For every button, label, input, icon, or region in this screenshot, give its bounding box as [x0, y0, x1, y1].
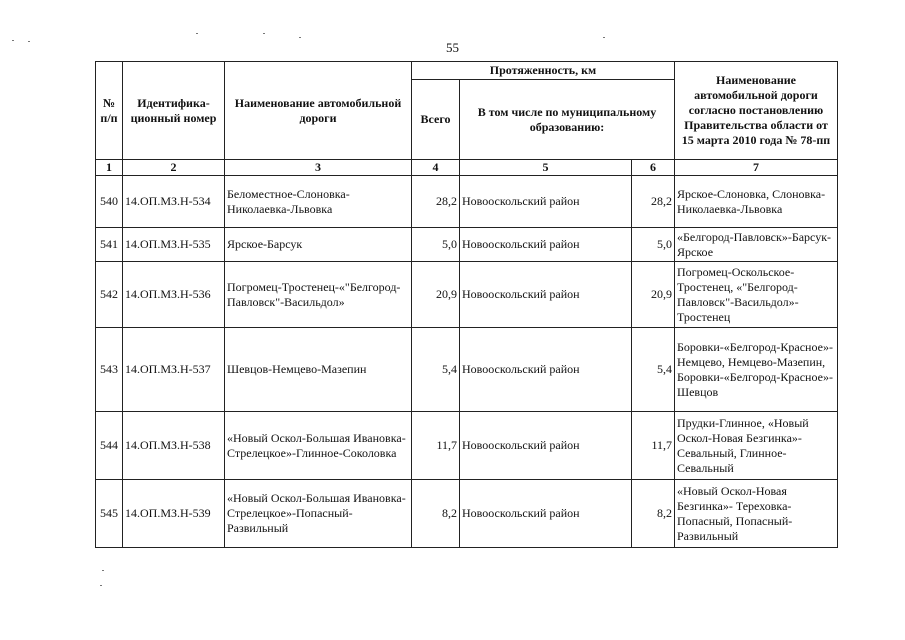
scan-speck [102, 570, 104, 571]
row-number: 543 [96, 328, 123, 412]
roads-table [95, 61, 838, 548]
row-district: Новооскольский район [460, 480, 632, 548]
page-number: 55 [446, 40, 459, 55]
row-district: Новооскольский район [460, 228, 632, 262]
header-number: № п/п [96, 62, 123, 160]
row-id: 14.ОП.МЗ.Н-537 [123, 328, 225, 412]
scan-speck [100, 585, 102, 586]
table-row [96, 262, 838, 328]
row-district-length: 20,9 [632, 262, 675, 328]
row-district-length: 5,0 [632, 228, 675, 262]
scan-speck [263, 33, 265, 34]
row-id: 14.ОП.МЗ.Н-535 [123, 228, 225, 262]
column-number-2: 2 [123, 160, 225, 176]
column-number-6: 6 [632, 160, 675, 176]
row-resolution-name: Боровки-«Белгород-Красное»-Немцево, Немцево-Мазепин, Боровки-«Белгород-Красное»-Шевцов [675, 328, 838, 412]
row-total-length: 20,9 [412, 262, 460, 328]
header-road-name: Наименование автомобильной дороги [225, 62, 412, 160]
scan-speck [28, 41, 30, 42]
row-road-name: Ярское-Барсук [225, 228, 412, 262]
row-number: 544 [96, 412, 123, 480]
row-district: Новооскольский район [460, 328, 632, 412]
scan-speck [12, 40, 14, 41]
row-total-length: 11,7 [412, 412, 460, 480]
header-length-group: Протяженность, км [412, 62, 675, 80]
column-number-1: 1 [96, 160, 123, 176]
scan-speck [603, 37, 605, 38]
row-road-name: Погромец-Тростенец-«"Белгород-Павловск"-Васильдол» [225, 262, 412, 328]
row-resolution-name: Прудки-Глинное, «Новый Оскол-Новая Безгинка»-Севальный, Глинное-Севальный [675, 412, 838, 480]
header-including-municipal: В том числе по муниципальному образованию: [460, 80, 675, 160]
row-resolution-name: «Белгород-Павловск»-Барсук-Ярское [675, 228, 838, 262]
header-total: Всего [412, 80, 460, 160]
row-district-length: 28,2 [632, 176, 675, 228]
row-road-name: Беломестное-Слоновка-Николаевка-Львовка [225, 176, 412, 228]
row-district: Новооскольский район [460, 262, 632, 328]
row-id: 14.ОП.МЗ.Н-538 [123, 412, 225, 480]
table-row [96, 480, 838, 548]
row-district: Новооскольский район [460, 412, 632, 480]
row-district-length: 11,7 [632, 412, 675, 480]
row-number: 540 [96, 176, 123, 228]
scan-speck [196, 33, 198, 34]
row-total-length: 28,2 [412, 176, 460, 228]
row-total-length: 8,2 [412, 480, 460, 548]
row-road-name: «Новый Оскол-Большая Ивановка-Стрелецкое»-Глинное-Соколовка [225, 412, 412, 480]
table-row [96, 228, 838, 262]
row-district-length: 8,2 [632, 480, 675, 548]
header-resolution-name: Наименование автомобильной дороги согласно постановлению Правительства области от 15 марта 2010 года № 78-пп [675, 62, 838, 160]
row-number: 542 [96, 262, 123, 328]
column-number-7: 7 [675, 160, 838, 176]
row-road-name: Шевцов-Немцево-Мазепин [225, 328, 412, 412]
row-total-length: 5,4 [412, 328, 460, 412]
row-district: Новооскольский район [460, 176, 632, 228]
column-number-5: 5 [460, 160, 632, 176]
row-resolution-name: Ярское-Слоновка, Слоновка-Николаевка-Львовка [675, 176, 838, 228]
column-number-3: 3 [225, 160, 412, 176]
row-district-length: 5,4 [632, 328, 675, 412]
row-id: 14.ОП.МЗ.Н-536 [123, 262, 225, 328]
table-row [96, 328, 838, 412]
row-number: 545 [96, 480, 123, 548]
table-row [96, 412, 838, 480]
row-id: 14.ОП.МЗ.Н-539 [123, 480, 225, 548]
column-number-4: 4 [412, 160, 460, 176]
row-resolution-name: Погромец-Оскольское-Тростенец, «"Белгород-Павловск"-Васильдол»-Тростенец [675, 262, 838, 328]
row-resolution-name: «Новый Оскол-Новая Безгинка»- Тереховка-Попасный, Попасный-Развильный [675, 480, 838, 548]
scan-speck [299, 37, 301, 38]
table-row [96, 176, 838, 228]
header-identification-number: Идентифика-ционный номер [123, 62, 225, 160]
row-road-name: «Новый Оскол-Большая Ивановка-Стрелецкое»-Попасный-Развильный [225, 480, 412, 548]
row-id: 14.ОП.МЗ.Н-534 [123, 176, 225, 228]
row-number: 541 [96, 228, 123, 262]
row-total-length: 5,0 [412, 228, 460, 262]
